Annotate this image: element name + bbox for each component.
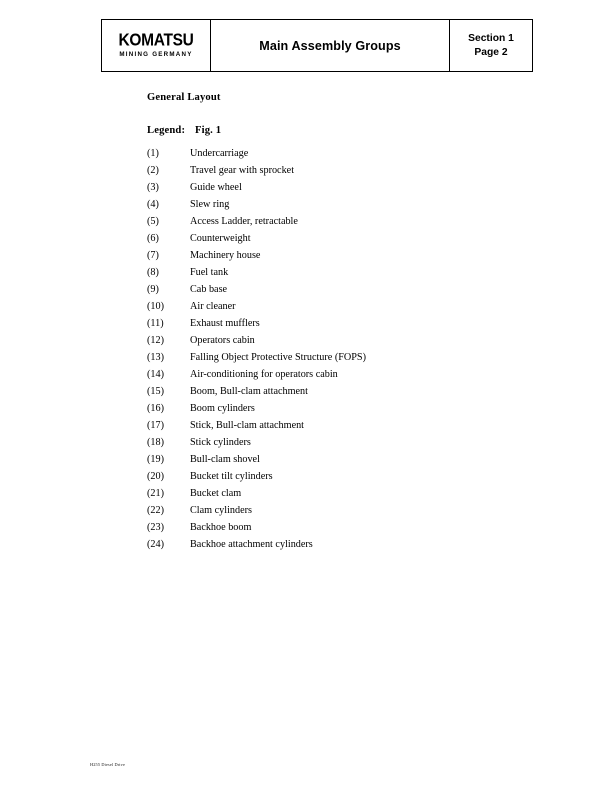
logo-tagline: MINING GERMANY: [119, 51, 193, 59]
legend-item-number: (5): [147, 216, 159, 227]
legend-item-number: (8): [147, 267, 159, 278]
legend-item-number: (20): [147, 471, 164, 482]
legend-item-number: (19): [147, 454, 164, 465]
legend-item-label: Backhoe boom: [190, 522, 252, 533]
legend-item-label: Machinery house: [190, 250, 261, 261]
komatsu-logo: [118, 30, 194, 59]
legend-item-number: (2): [147, 165, 159, 176]
header-title-cell: [211, 20, 450, 71]
legend-item: [147, 230, 527, 247]
legend-item-label: Backhoe attachment cylinders: [190, 539, 313, 550]
legend-item-label: Clam cylinders: [190, 505, 252, 516]
legend-item-number: (4): [147, 199, 159, 210]
legend-item: [147, 349, 527, 366]
legend-item-label: Bull-clam shovel: [190, 454, 260, 465]
legend-figure-ref: Fig. 1: [195, 125, 222, 136]
legend-item-number: (17): [147, 420, 164, 431]
legend-item-number: (15): [147, 386, 164, 397]
legend-item-label: Air cleaner: [190, 301, 236, 312]
legend-item: [147, 196, 527, 213]
legend-item-number: (11): [147, 318, 164, 329]
legend-item-number: (13): [147, 352, 164, 363]
legend-item-label: Boom cylinders: [190, 403, 255, 414]
legend-item-label: Air-conditioning for operators cabin: [190, 369, 338, 380]
legend-item-label: Stick, Bull-clam attachment: [190, 420, 305, 431]
legend-item-number: (16): [147, 403, 164, 414]
legend-item: [147, 536, 527, 553]
legend-item-label: Bucket tilt cylinders: [190, 471, 273, 482]
legend-item: [147, 213, 527, 230]
legend-item-label: Exhaust mufflers: [190, 318, 260, 329]
legend-item: [147, 383, 527, 400]
legend-item: [147, 519, 527, 536]
legend-item: [147, 264, 527, 281]
legend-list: [147, 145, 527, 553]
legend-item-number: (24): [147, 539, 164, 550]
legend-item-number: (6): [147, 233, 159, 244]
page-number: Page 2: [474, 46, 508, 58]
logo-wordmark: KOMATSU: [118, 30, 194, 50]
page-header-table: [101, 19, 533, 72]
legend-item: [147, 162, 527, 179]
legend-item-number: (7): [147, 250, 159, 261]
legend-item: [147, 145, 527, 162]
legend-item-number: (12): [147, 335, 164, 346]
legend-item-number: (10): [147, 301, 164, 312]
legend-item-label: Access Ladder, retractable: [190, 216, 298, 227]
legend-item-label: Boom, Bull-clam attachment: [190, 386, 308, 397]
legend-item: [147, 502, 527, 519]
legend-item-label: Falling Object Protective Structure (FOPS): [190, 352, 366, 363]
legend-item-number: (1): [147, 148, 159, 159]
legend-item: [147, 332, 527, 349]
legend-item-label: Stick cylinders: [190, 437, 251, 448]
legend-item: [147, 366, 527, 383]
legend-item: [147, 315, 527, 332]
legend-item-label: Cab base: [190, 284, 228, 295]
page-title: Main Assembly Groups: [259, 38, 401, 53]
legend-item-label: Fuel tank: [190, 267, 229, 278]
legend-item-label: Guide wheel: [190, 182, 242, 193]
legend-item: [147, 417, 527, 434]
legend-item: [147, 298, 527, 315]
legend-item-number: (18): [147, 437, 164, 448]
section-number: Section 1: [468, 33, 514, 45]
legend-heading-label: Legend:: [147, 125, 186, 136]
legend-item-number: (14): [147, 369, 164, 380]
footer-text: H255 Diesel Drive: [90, 762, 126, 767]
legend-item: [147, 281, 527, 298]
legend-item-label: Travel gear with sprocket: [190, 165, 295, 176]
legend-item: [147, 468, 527, 485]
legend-item-label: Slew ring: [190, 199, 230, 210]
legend-item-number: (3): [147, 182, 159, 193]
header-logo-cell: [102, 20, 211, 71]
legend-item-label: Undercarriage: [190, 148, 249, 159]
header-section-cell: [450, 20, 532, 71]
legend-item-number: (23): [147, 522, 164, 533]
section-heading: General Layout: [147, 92, 221, 103]
legend-item: [147, 400, 527, 417]
legend-item: [147, 485, 527, 502]
legend-item-number: (9): [147, 284, 159, 295]
legend-item-number: (21): [147, 488, 164, 499]
legend-item-label: Bucket clam: [190, 488, 242, 499]
legend-item-number: (22): [147, 505, 164, 516]
legend-item: [147, 247, 527, 264]
legend-item: [147, 434, 527, 451]
legend-item-label: Counterweight: [190, 233, 251, 244]
legend-item: [147, 179, 527, 196]
legend-item-label: Operators cabin: [190, 335, 255, 346]
legend-item: [147, 451, 527, 468]
legend-heading: [147, 125, 221, 136]
